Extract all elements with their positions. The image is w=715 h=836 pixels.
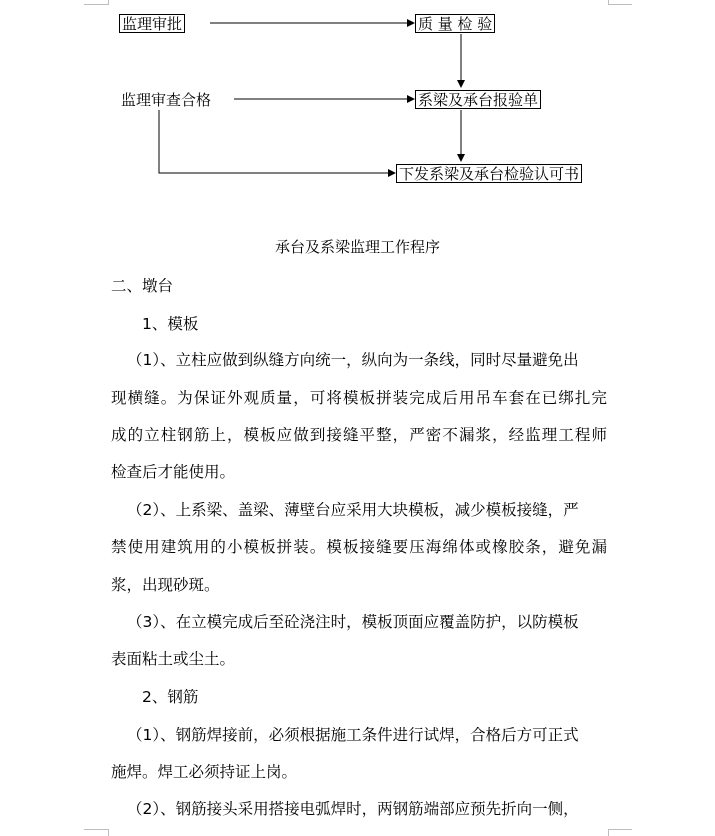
arrow-review-to-certificate [159,110,395,173]
crop-mark-bottom-right-v [608,829,609,836]
paragraph-line: 成的立柱钢筋上，模板应做到接缝平整，严密不漏浆，经监理工程师 [111,426,607,444]
supervision-flowchart [0,0,715,200]
paragraph-line: （2）、钢筋接头采用搭接电弧焊时，两钢筋端部应预先折向一侧， [127,800,579,818]
paragraph-line: 施焊。焊工必须持证上岗。 [111,763,298,781]
flowchart-caption: 承台及系梁监理工作程序 [274,238,440,256]
node-supervision-approval: 监理审批 [119,14,185,33]
crop-mark-bottom-left-h [84,829,108,830]
subsection-heading-formwork: 1、模板 [142,315,199,333]
crop-mark-bottom-right-h [608,829,632,830]
paragraph-line: 浆，出现砂斑。 [111,576,220,594]
paragraph-line: 检查后才能使用。 [111,463,236,481]
subsection-heading-rebar: 2、钢筋 [142,688,199,706]
paragraph-line: 表面粘土或尘土。 [111,650,236,668]
crop-mark-bottom-left-v [108,829,109,836]
paragraph-line: （2）、上系梁、盖梁、薄壁台应采用大块模板，减少模板接缝，严 [127,501,579,519]
paragraph-line: （1）、钢筋焊接前，必须根据施工条件进行试焊，合格后方可正式 [127,726,579,744]
paragraph-line: （3）、在立模完成后至砼浇注时，模板顶面应覆盖防护，以防模板 [127,613,579,631]
section-heading: 二、墩台 [111,277,174,295]
paragraph-line: （1）、立柱应做到纵缝方向统一，纵向为一条线，同时尽量避免出 [127,351,579,369]
node-certificate: 下发系梁及承台检验认可书 [396,164,582,183]
node-report-form: 系梁及承台报验单 [415,90,541,109]
paragraph-line: 禁使用建筑用的小模板拼装。模板接缝要压海绵体或橡胶条，避免漏 [111,538,607,556]
node-review-pass: 监理审查合格 [119,90,214,109]
paragraph-line: 现横缝。为保证外观质量，可将模板拼装完成后用吊车套在已绑扎完 [111,389,607,407]
node-quality-check: 质 量 检 验 [415,14,495,33]
flowchart-connectors [0,0,715,200]
